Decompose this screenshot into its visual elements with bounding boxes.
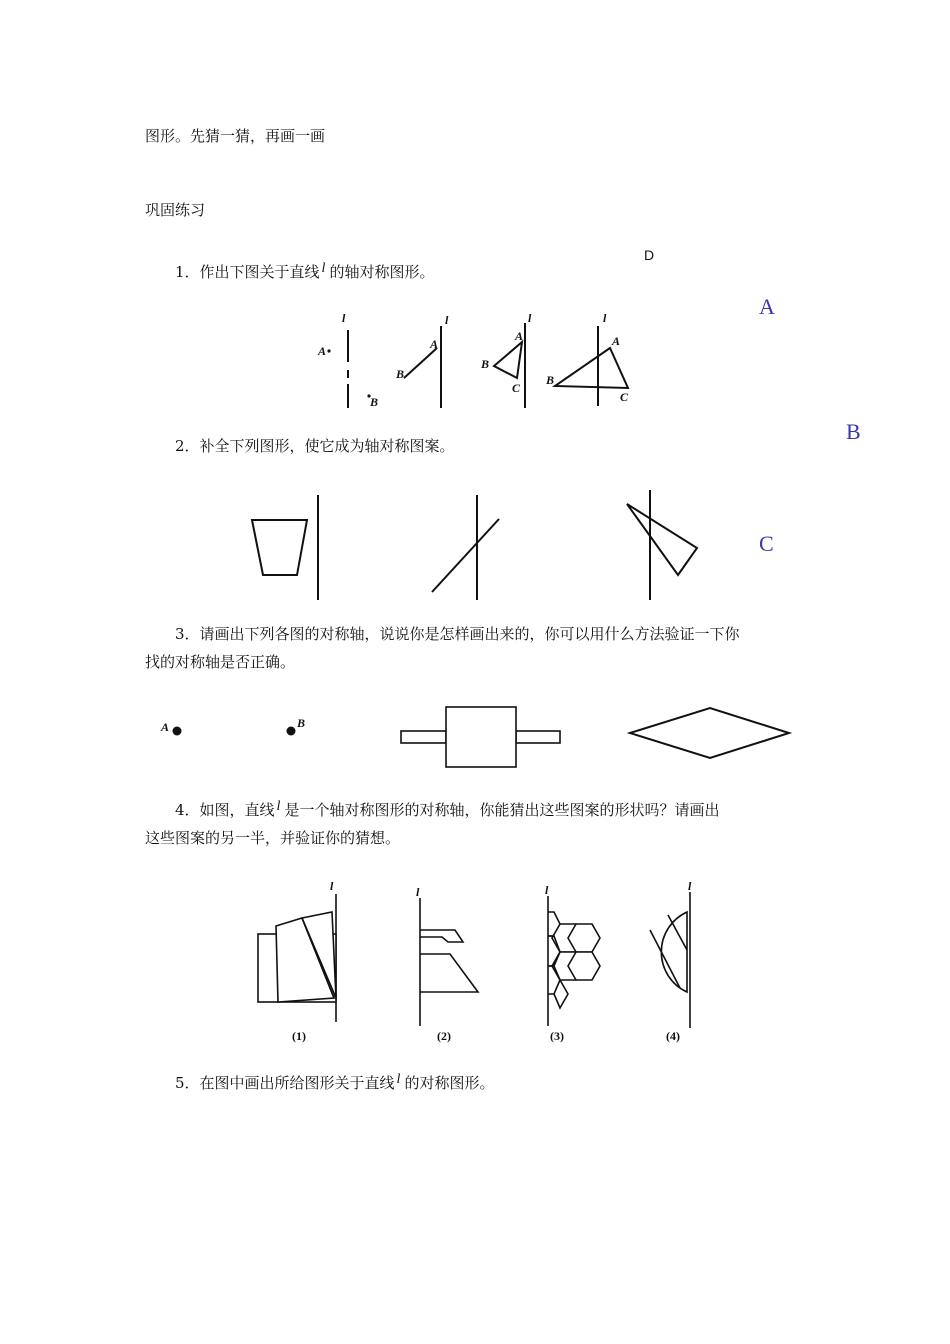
figure-2 <box>245 490 705 605</box>
fig1-label-b: B <box>370 395 379 409</box>
option-a: A <box>759 294 775 319</box>
question-3-line2: 找的对称轴是否正确。 <box>145 653 296 671</box>
figure-4 <box>250 880 710 1048</box>
fig4-caption-2: (2) <box>437 1029 451 1043</box>
q1-post: 的轴对称图形。 <box>329 263 435 281</box>
fig4-hex-3 <box>568 924 600 952</box>
fig4-half-circle <box>661 912 687 992</box>
fig3-label-b: B <box>297 716 306 730</box>
fig4-l2: l <box>416 885 420 899</box>
fig3-left-bar <box>401 731 446 743</box>
fig1-triangle-small <box>494 342 522 378</box>
q1-var: l <box>321 261 326 276</box>
fig4-l3: l <box>545 883 549 897</box>
question-3-line1: 3．请画出下列各图的对称轴，说说你是怎样画出来的，你可以用什么方法验证一下你 <box>175 625 740 643</box>
fig1-label-a3: A <box>515 329 524 343</box>
fig1-segment <box>404 348 437 378</box>
intro-text: 图形。先猜一猜，再画一画 <box>145 127 326 145</box>
question-1 <box>175 258 434 288</box>
option-d: D <box>644 247 655 263</box>
fig1-label-b2: B <box>396 367 405 381</box>
fig4-caption-3: (3) <box>550 1029 564 1043</box>
question-2: 2．补全下列图形，使它成为轴对称图案。 <box>175 437 455 455</box>
q4-pre: 4．如图，直线 <box>175 801 275 819</box>
figure-3 <box>155 700 805 772</box>
fig1-l2: l <box>445 313 449 327</box>
question-4-line1 <box>175 796 719 826</box>
figure-1 <box>310 308 650 414</box>
fig1-triangle-large <box>555 348 628 388</box>
fig1-label-a2: A <box>430 337 439 351</box>
fig1-label-b3: B <box>481 357 490 371</box>
fig4-hex-8 <box>554 980 568 1008</box>
fig4-caption-1: (1) <box>292 1029 306 1043</box>
fig4-bird-top <box>420 930 463 942</box>
fig2-trapezoid <box>252 520 307 575</box>
fig1-label-a4: A <box>612 334 621 348</box>
option-c: C <box>759 531 774 556</box>
option-b: B <box>846 419 861 444</box>
question-4-line2: 这些图案的另一半，并验证你的猜想。 <box>145 829 401 847</box>
fig4-l4: l <box>688 879 692 893</box>
fig2-diagonal <box>432 519 499 592</box>
q1-pre: 1．作出下图关于直线 <box>175 263 320 281</box>
fig1-point-a <box>327 349 330 352</box>
fig3-point-b <box>287 727 296 736</box>
fig1-l3: l <box>528 311 532 325</box>
fig3-label-a: A <box>161 720 170 734</box>
fig3-right-bar <box>516 731 560 743</box>
question-5 <box>175 1069 494 1099</box>
fig1-label-a: A <box>318 344 327 358</box>
fig4-caption-4: (4) <box>666 1029 680 1043</box>
q4-var: l <box>276 799 281 814</box>
fig3-center-square <box>446 707 516 767</box>
fig1-label-b4: B <box>546 373 555 387</box>
fig3-rhombus <box>630 708 789 758</box>
fig1-l1: l <box>342 311 346 325</box>
fig1-label-c3: C <box>512 381 521 395</box>
q5-var: l <box>396 1072 401 1087</box>
q5-pre: 5．在图中画出所给图形关于直线 <box>175 1074 395 1092</box>
fig4-bird-body <box>420 954 478 992</box>
fig1-l4: l <box>603 311 607 325</box>
fig3-point-a <box>173 727 182 736</box>
q5-post: 的对称图形。 <box>404 1074 495 1092</box>
section-title: 巩固练习 <box>145 201 206 219</box>
fig4-hex-5 <box>568 952 600 980</box>
fig2-triangle <box>627 504 697 575</box>
q4-post: 是一个轴对称图形的对称轴，你能猜出这些图案的形状吗？请画出 <box>284 801 720 819</box>
fig4-l1: l <box>330 879 334 893</box>
fig1-label-c4: C <box>620 390 629 404</box>
